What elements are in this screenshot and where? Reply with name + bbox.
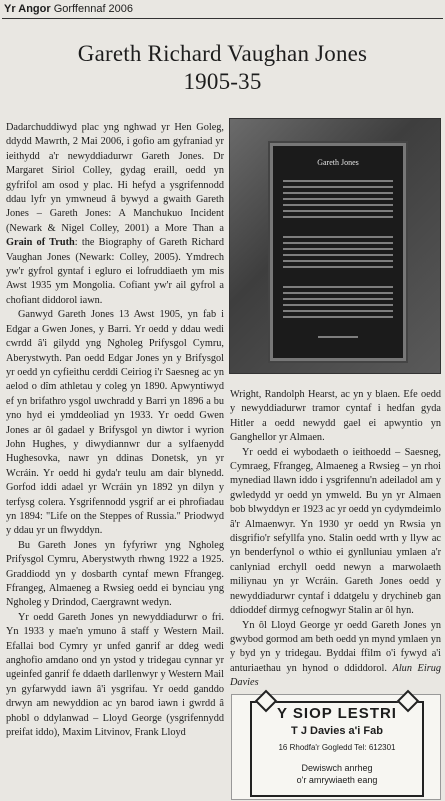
paragraph: Yr oedd ei wybodaeth o ieithoedd – Saesneg, Cymraeg, Ffrangeg, Almaeneg a Rwsieg – yn rhoi mynediad llawn iddo i ysgrifennu'n adeiladol am y gwledydd yr oedd yn ymweld. Bu yn yr Almaen bob blwyddyn er 1923 ac yr oedd yn cydymdeimlo â'r Almaenwyr. Yn 1930 yr oedd yn Rwsia yn disgrifio'r sefyllfa yno. Stalin oedd wrth y llyw ac yn benderfynol o wthio ei gynlluniau ymlaen a'r canlyniad erchyll oedd newyn a marwolaeth miliynau yn yr Wcráin. Gareth Jones oedd y newyddiadurwr cyntaf i ddatgelu y drychineb gan ddioddef dirmyg cefnogwyr Stalin ar ôl hyn. bbox=[230, 446, 441, 617]
paragraph bbox=[230, 619, 441, 691]
book-title-bold: Grain of Truth bbox=[6, 237, 75, 249]
header-rule bbox=[2, 18, 443, 19]
paragraph-text: Dadarchuddiwyd plac yng nghwad yr Hen Goleg, ddydd Mawrth, 2 Mai 2006, i gofio am gyfraniad yr ieithydd a'r newyddiadurwr Gareth Jones. Dr Margaret Siriol Colley, gydag eraill, oedd yn gyfrifol am osod y plac. Hi hefyd a ysgrifennodd ddau lyfr yn ymwneud â bywyd a gwaith Gareth Jones – Gareth Jones: A Manchukuo Incident (Newark & Nigel Colley, 2001) a More Than a bbox=[6, 122, 224, 234]
ad-tagline: Dewiswch anrheg bbox=[301, 763, 373, 773]
author-credit: Alun Eirug Davies bbox=[230, 662, 441, 689]
plaque-photo bbox=[229, 118, 441, 374]
ad-frame bbox=[250, 701, 424, 797]
issue-date: Gorffennaf 2006 bbox=[53, 3, 134, 15]
shop-name: Y SIOP LESTRI bbox=[277, 705, 397, 722]
paragraph: Bu Gareth Jones yn fyfyriwr yng Ngholeg Prifysgol Cymru, Aberystwyth rhwng 1922 a 1925. Graddiodd yn y dosbarth cyntaf mewn Ffrangeg. Ffrangeg, Almaeneg a Rwsieg oedd ei bynciau yng Ngholeg y Drindod, Caergrawnt wedyn. bbox=[6, 539, 224, 609]
paragraph: Ganwyd Gareth Jones 13 Awst 1905, yn fab i Edgar a Gwen Jones, y Barri. Yr oedd y ddau wedi cwrdd â'i gilydd yng Ngholeg Prifysgol Cymru, Aberystwyth. Pan oedd Edgar Jones yn y Brifysgol yr oedd yn cyfieithu cerddi Ceiriog i'r Saesneg ac yn aelod o dîm athletau y coleg yn 1890. Apwyntiwyd ef yn brifathro ysgol uwchradd y Barri yn 1896 a bu yno hyd ei ymddeoliad yn 1933. Yr oedd Gwen Jones ar ôl gadael y Brifysgol yn diwtor i wyrion John Hughes, y diwydiannwr dur a sylfaenydd Hughesovka, nawr yn ddinas Donetsk, yn yr Wcráin. Yr oedd hi gyda'r teulu am dair blynedd. Gorfod iddi adael yr Wcráin yn 1892 yn dilyn y terfysg colera. Ysgrifennodd ysgrif ar ei phrofiadau yn 1894: "Life on the Steppes of Russia." Priodwyd y ddau yr un flwyddyn. bbox=[6, 309, 224, 537]
article-column-right bbox=[230, 388, 441, 691]
paragraph: Wright, Randolph Hearst, ac yn y blaen. Efe oedd y newyddiadurwr tramor cyntaf i hedfan gyda Hitler a oedd newydd gael ei apwyntio yn Ganghellor yr Almaen. bbox=[230, 389, 441, 444]
shop-advertisement bbox=[231, 694, 441, 800]
paragraph-text: Yn ôl Lloyd George yr oedd Gareth Jones yn gwybod gormod am beth oedd yn mynd ymlaen yn y byd yn y tridegau. Byddai ffilm o'i fywyd a'i anturiaethau yn hynod o ddiddorol. bbox=[230, 619, 441, 674]
title-years: 1905-35 bbox=[183, 69, 262, 94]
ad-tagline: o'r amrywiaeth eang bbox=[296, 775, 378, 785]
memorial-plaque bbox=[270, 143, 406, 361]
paragraph: Yr oedd Gareth Jones yn newyddiadurwr o fri. Yn 1933 y mae'n ymuno â staff y Western Mail. Efallai bod Cymry yr unfed ganrif ar ddeg wedi anghofio amdano ond yn ystod y tridegau cynnar yr ugeinfed ganrif fe ddaeth darllenwyr y Western Mail yn gyfarwydd iawn â'i ysgrifau. Yr oedd ganddo drwyn am newyddion ac yn barod iawn i gwrdd â phobl o ddylanwad – Lloyd George (ysgrifennydd preifat iddo), Maxim Litvinov, Frank Lloyd bbox=[6, 611, 224, 739]
paragraph bbox=[6, 121, 224, 308]
shop-address: 16 Rhodfa'r Gogledd Tel: 612301 bbox=[278, 743, 396, 752]
shop-owner: T J Davies a'i Fab bbox=[291, 725, 383, 737]
paragraph-text: : the Biography of Gareth Richard Vaughan Jones (Newark: Colley, 2005). Ymdrech yw'r gyfrol gyntaf i egluro ei lofruddiaeth ym mis Awst 1935 ym Mongolia. Cofiant yw'r ail gyfrol a chofiant diddorol iawn. bbox=[6, 237, 224, 306]
plaque-heading: Gareth Jones bbox=[317, 158, 359, 167]
publication-name: Yr Angor bbox=[4, 3, 51, 15]
title-name: Gareth Richard Vaughan Jones bbox=[77, 41, 368, 66]
article-column-left bbox=[6, 121, 224, 740]
page-header bbox=[4, 3, 133, 15]
article-title bbox=[0, 40, 445, 96]
